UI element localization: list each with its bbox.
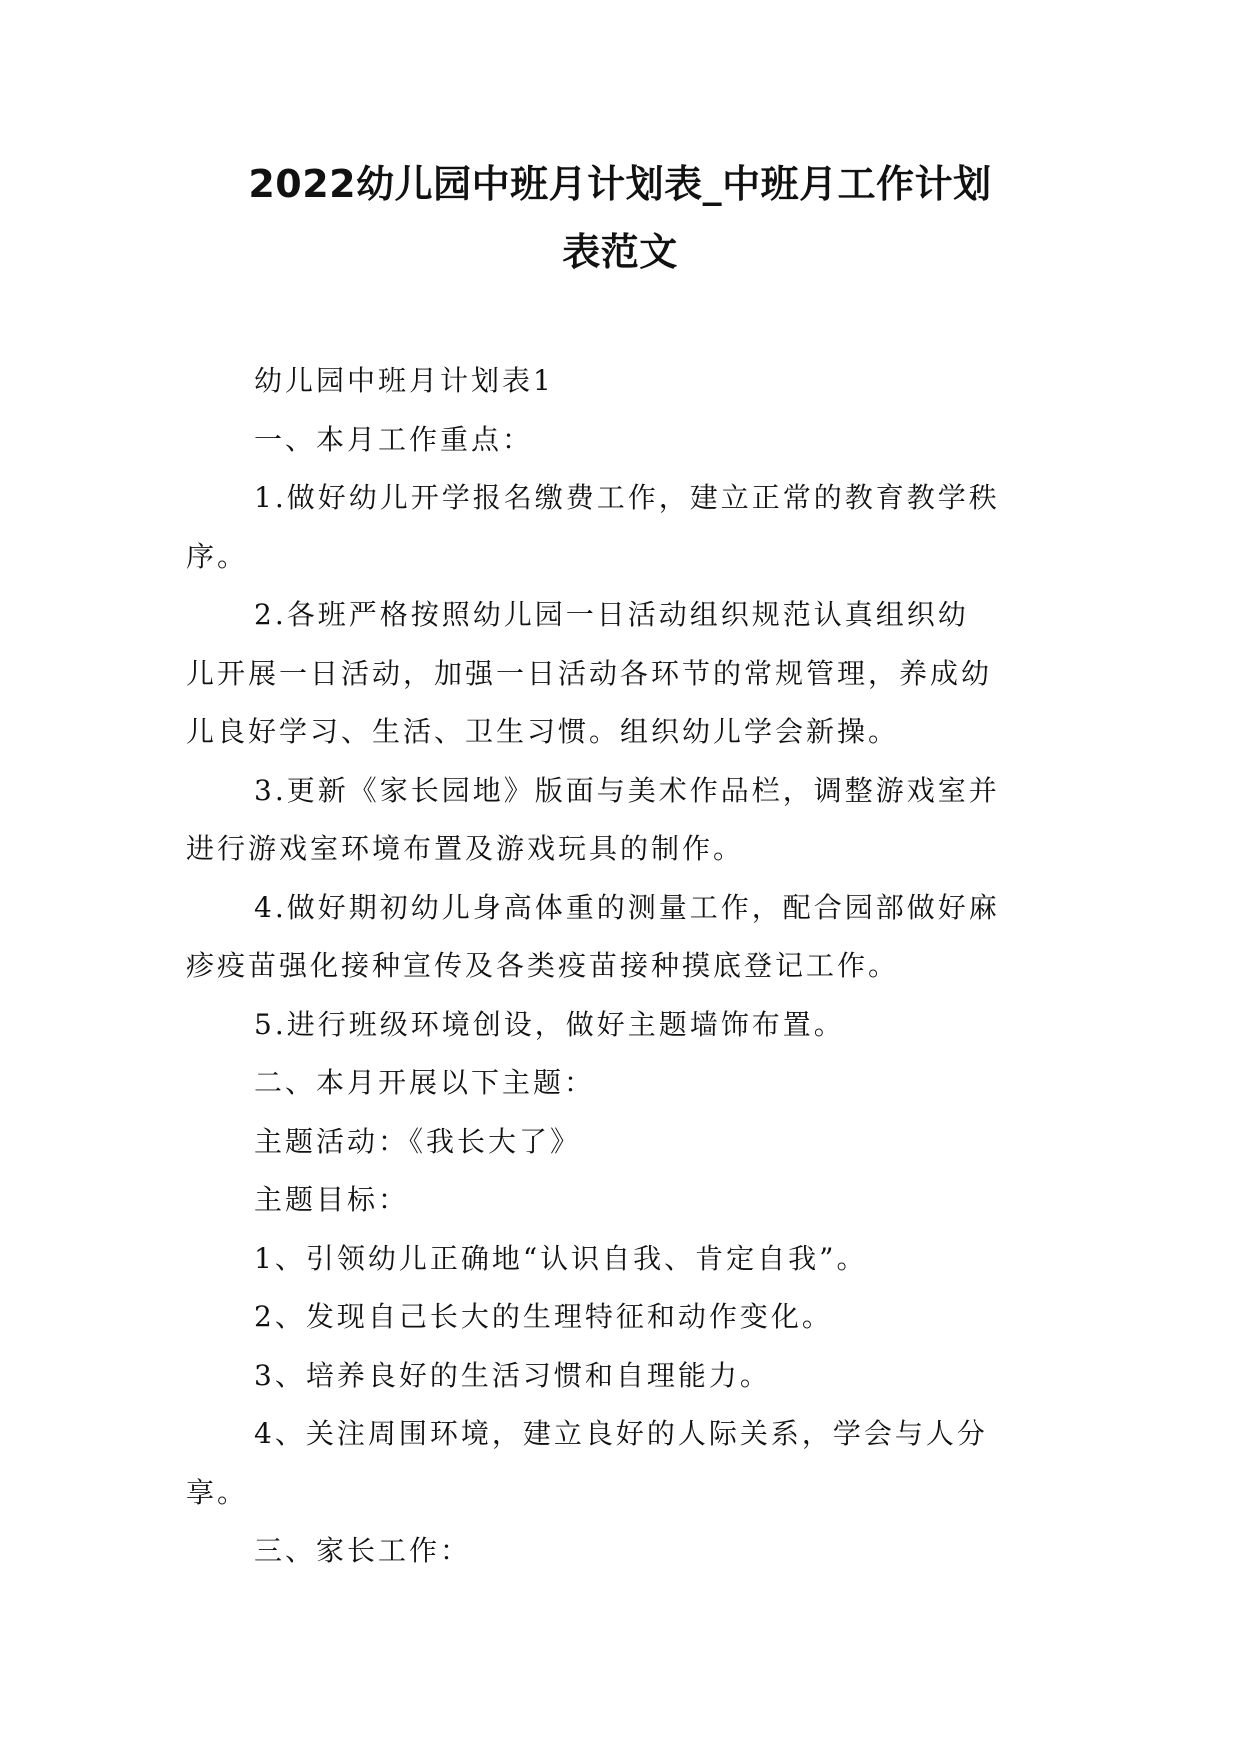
paragraph-line: 疹疫苗强化接种宣传及各类疫苗接种摸底登记工作。 [186,949,900,982]
document-body [186,352,1056,1581]
section-heading: 一、本月工作重点： [254,422,534,456]
paragraph-line: 主题活动：《我长大了》 [254,1124,582,1158]
paragraph-line: 序。 [186,539,249,573]
list-item: 4、关注周围环境，建立良好的人际关系，学会与人分 [254,1417,988,1450]
list-item: 享。 [186,1475,249,1509]
paragraph-line: 3.更新《家长园地》版面与美术作品栏，调整游戏室并 [254,773,1000,807]
title-line-2: 表范文 [562,230,678,274]
paragraph-line: 2.各班严格按照幼儿园一日活动组织规范认真组织幼 [254,598,969,631]
paragraph-line: 儿开展一日活动，加强一日活动各环节的常规管理，养成幼 [186,656,993,690]
paragraph-line: 1.做好幼儿开学报名缴费工作，建立正常的教育教学秩 [254,481,1000,514]
paragraph-line: 主题目标： [254,1183,410,1216]
paragraph-line: 5.进行班级环境创设，做好主题墙饰布置。 [254,1007,845,1041]
section-heading: 二、本月开展以下主题： [254,1066,596,1099]
list-item: 3、培养良好的生活习惯和自理能力。 [254,1358,771,1392]
title-line-1: 2022幼儿园中班月计划表_中班月工作计划 [248,162,992,206]
list-item: 2、发现自己长大的生理特征和动作变化。 [254,1300,833,1333]
section-heading: 三、家长工作： [254,1534,472,1567]
paragraph-line: 4.做好期初幼儿身高体重的测量工作，配合园部做好麻 [254,890,1000,924]
section-heading: 幼儿园中班月计划表1 [254,364,554,397]
paragraph-line: 儿良好学习、生活、卫生习惯。组织幼儿学会新操。 [186,715,900,748]
paragraph-line: 进行游戏室环境布置及游戏玩具的制作。 [186,832,745,865]
list-item: 1、引领幼儿正确地“认识自我、肯定自我”。 [254,1241,868,1275]
document-title [180,150,1060,286]
